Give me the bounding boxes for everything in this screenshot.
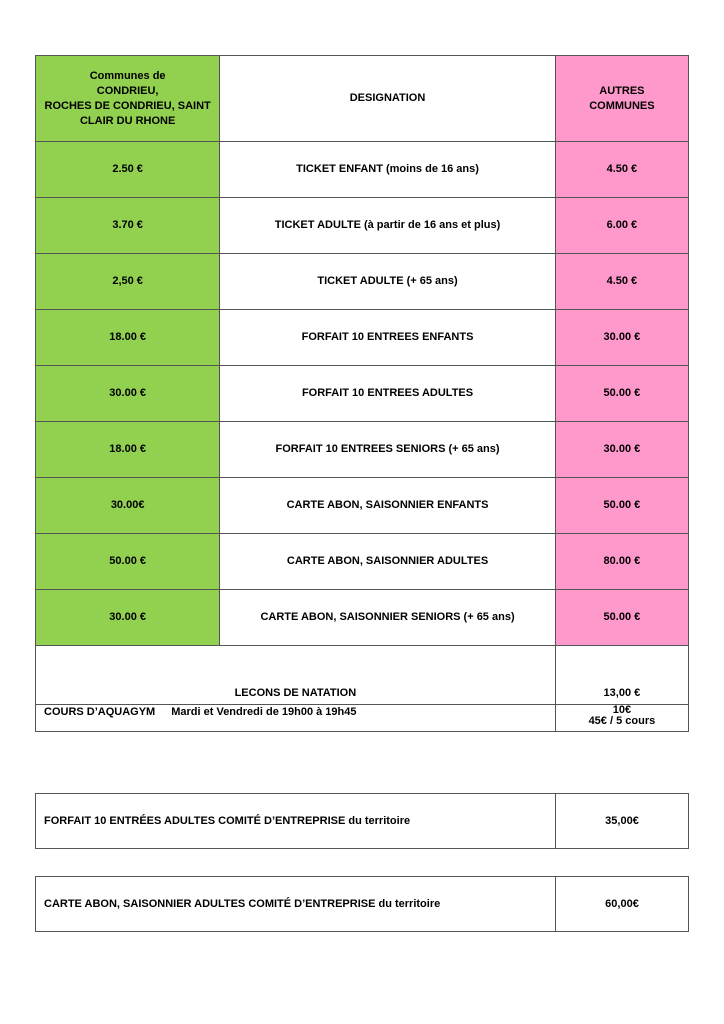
- local-price: 3.70 €: [36, 198, 220, 254]
- aquagym-price: 10€: [612, 704, 632, 716]
- local-price: 30.00 €: [36, 366, 220, 422]
- designation: FORFAIT 10 ENTREES SENIORS (+ 65 ans): [220, 422, 556, 478]
- aquagym-label-cell: [36, 705, 556, 732]
- price-table: [35, 55, 689, 732]
- table-row: [36, 478, 689, 534]
- ce-carte-table: [35, 876, 689, 932]
- local-price: 30.00 €: [36, 590, 220, 646]
- header-local-line: CLAIR DU RHONE: [79, 114, 176, 127]
- aquagym-price-cell: [555, 705, 688, 732]
- table-row: [36, 310, 689, 366]
- other-price: 30.00 €: [555, 310, 688, 366]
- other-price: 50.00 €: [555, 478, 688, 534]
- lecons-row: [36, 646, 689, 705]
- designation: CARTE ABON, SAISONNIER ADULTES: [220, 534, 556, 590]
- header-other-line: COMMUNES: [589, 99, 655, 112]
- ce-carte-price: 60,00€: [556, 877, 689, 932]
- header-local-communes: [36, 56, 220, 142]
- ce-forfait-table: [35, 793, 689, 849]
- local-price: 18.00 €: [36, 310, 220, 366]
- table-row: [36, 534, 689, 590]
- local-price: 30.00€: [36, 478, 220, 534]
- local-price: 2.50 €: [36, 142, 220, 198]
- ce-forfait-price: 35,00€: [556, 794, 689, 849]
- table-header-row: [36, 56, 689, 142]
- designation: CARTE ABON, SAISONNIER ENFANTS: [220, 478, 556, 534]
- aquagym-row: [36, 705, 689, 732]
- other-price: 80.00 €: [555, 534, 688, 590]
- ce-forfait-row: [36, 794, 689, 849]
- table-row: [36, 422, 689, 478]
- designation: TICKET ADULTE (+ 65 ans): [220, 254, 556, 310]
- other-price: 4.50 €: [555, 254, 688, 310]
- table-row: [36, 254, 689, 310]
- aquagym-price-pack: 45€ / 5 cours: [588, 715, 656, 727]
- ce-carte-row: [36, 877, 689, 932]
- table-row: [36, 366, 689, 422]
- table-row: [36, 142, 689, 198]
- lecons-label: LECONS DE NATATION: [36, 646, 556, 705]
- aquagym-label: COURS D’AQUAGYM: [44, 706, 156, 718]
- other-price: 4.50 €: [555, 142, 688, 198]
- header-local-line: CONDRIEU,: [96, 84, 159, 97]
- other-price: 50.00 €: [555, 366, 688, 422]
- aquagym-schedule: Mardi et Vendredi de 19h00 à 19h45: [171, 706, 357, 718]
- header-local-line: ROCHES DE CONDRIEU, SAINT: [44, 99, 211, 112]
- other-price: 6.00 €: [555, 198, 688, 254]
- local-price: 2,50 €: [36, 254, 220, 310]
- designation: TICKET ENFANT (moins de 16 ans): [220, 142, 556, 198]
- local-price: 18.00 €: [36, 422, 220, 478]
- header-local-line: Communes de: [89, 69, 166, 82]
- designation: CARTE ABON, SAISONNIER SENIORS (+ 65 ans): [220, 590, 556, 646]
- header-designation: DESIGNATION: [220, 56, 556, 142]
- table-row: [36, 198, 689, 254]
- designation: FORFAIT 10 ENTREES ENFANTS: [220, 310, 556, 366]
- ce-forfait-label: FORFAIT 10 ENTRÉES ADULTES COMITÉ D’ENTREPRISE du territoire: [36, 794, 556, 849]
- header-other-communes: [555, 56, 688, 142]
- local-price: 50.00 €: [36, 534, 220, 590]
- header-other-line: AUTRES: [599, 84, 645, 97]
- other-price: 50.00 €: [555, 590, 688, 646]
- designation: FORFAIT 10 ENTREES ADULTES: [220, 366, 556, 422]
- designation: TICKET ADULTE (à partir de 16 ans et plus): [220, 198, 556, 254]
- ce-carte-label: CARTE ABON, SAISONNIER ADULTES COMITÉ D’ENTREPRISE du territoire: [36, 877, 556, 932]
- other-price: 30.00 €: [555, 422, 688, 478]
- lecons-price: 13,00 €: [555, 646, 688, 705]
- table-row: [36, 590, 689, 646]
